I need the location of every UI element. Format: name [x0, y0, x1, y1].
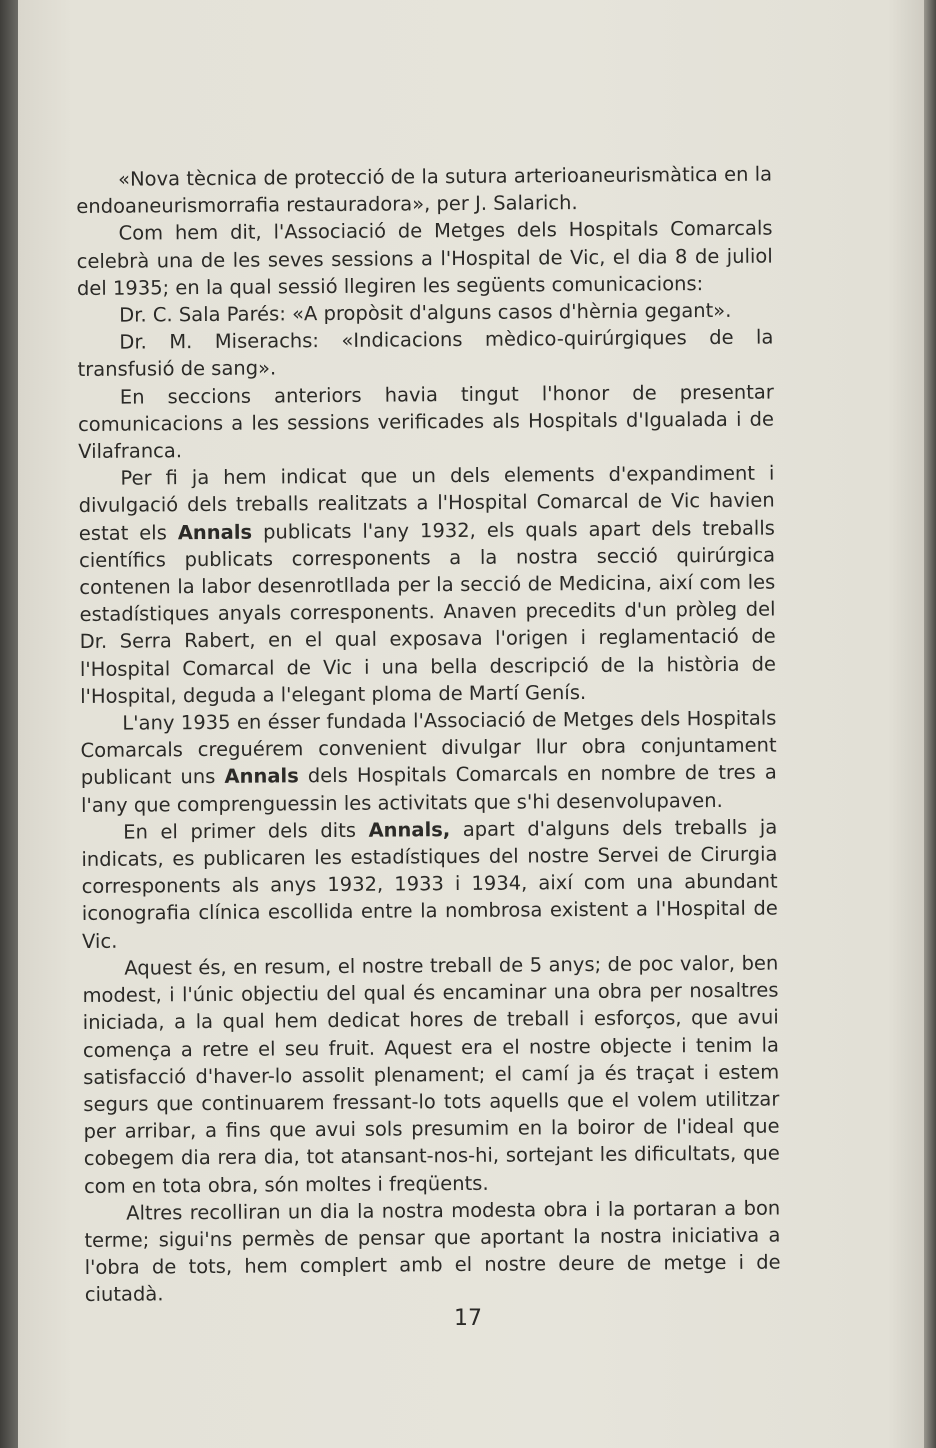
- annals-emphasis: Annals: [177, 520, 253, 544]
- page-number: 17: [454, 1306, 482, 1331]
- paragraph: En seccions anteriors havia tingut l'honor de presentar comunicacions a les sessions verificades als Hospitals d'Igualada i de Vilafranca.: [77, 380, 775, 464]
- paragraph: Altres recolliran un dia la nostra modesta obra i la portaran a bon terme; sigui'ns permès de pensar que aportant la nostra iniciativa a l'obra de tots, hem complert amb el nostre deure de metge i de ciutadà.: [84, 1196, 781, 1307]
- paragraph: «Nova tècnica de protecció de la sutura arterioaneurismàtica en la endoaneurismorrafia restauradora», per J. Salarich.: [76, 162, 773, 219]
- paragraph: Com hem dit, l'Associació de Metges dels Hospitals Comarcals celebrà una de les seves sessions a l'Hospital de Vic, el dia 8 de juliol del 1935; en la qual sessió llegiren les següents comunicacions:: [76, 216, 773, 300]
- body-text: [76, 161, 781, 1309]
- paragraph: Aquest és, en resum, el nostre treball de 5 anys; de poc valor, ben modest, i l'únic objectiu del qual és encaminar una obra per nosaltres iniciada, a la qual hem dedicat hores de treball i esforços, que avui comença a retre el seu fruit. Aquest era el nostre objecte i tenim la satisfacció d'haver-lo assolit plenament; el camí ja és traçat i estem segurs que continuarem fressant-lo tots aquells que el volem utilitzar per arribar, a fins que avui sols presumim en la boiror de l'ideal que cobegem dia rera dia, tot atansant-nos-hi, sortejant les dificultats, que com en tota obra, són moltes i freqüents.: [82, 951, 780, 1198]
- paragraph: En el primer dels dits Annals, apart d'alguns dels treballs ja indicats, es publicaren les estadístiques del nostre Servei de Cirurgia corresponents als anys 1932, 1933 i 1934, així com una abundant iconografia clínica escollida entre la nombrosa existent a l'Hospital de Vic.: [81, 815, 778, 953]
- paragraph: Per fi ja hem indicat que un dels elements d'expandiment i divulgació dels treballs realitzats a l'Hospital Comarcal de Vic havien estat els Annals publicats l'any 1932, els quals apart dels treballs científics publicats corresponents a la nostra secció quirúrgica contenen la labor desenrotllada per la secció de Medicina, així com les estadístiques anyals corresponents. Anaven precedits d'un pròleg del Dr. Serra Rabert, en el qual exposava l'origen i reglamentació de l'Hospital Comarcal de Vic i una bella descripció de la història de l'Hospital, deguda a l'elegant ploma de Martí Genís.: [78, 461, 777, 708]
- paragraph: Dr. C. Sala Parés: «A propòsit d'alguns casos d'hèrnia gegant».: [119, 298, 732, 327]
- paragraph: L'any 1935 en ésser fundada l'Associació de Metges dels Hospitals Comarcals creguérem convenient divulgar llur obra conjuntament publicant uns Annals dels Hospitals Comarcals en nombre de tres a l'any que comprenguessin les activitats que s'hi desenvolupaven.: [80, 706, 777, 817]
- annals-emphasis: Annals: [224, 764, 299, 789]
- page-edge: [924, 0, 936, 1448]
- paragraph: Dr. M. Miserachs: «Indicacions mèdico-quirúrgiques de la transfusió de sang».: [77, 325, 774, 382]
- annals-emphasis: Annals,: [368, 817, 451, 842]
- book-spine: [0, 0, 18, 1448]
